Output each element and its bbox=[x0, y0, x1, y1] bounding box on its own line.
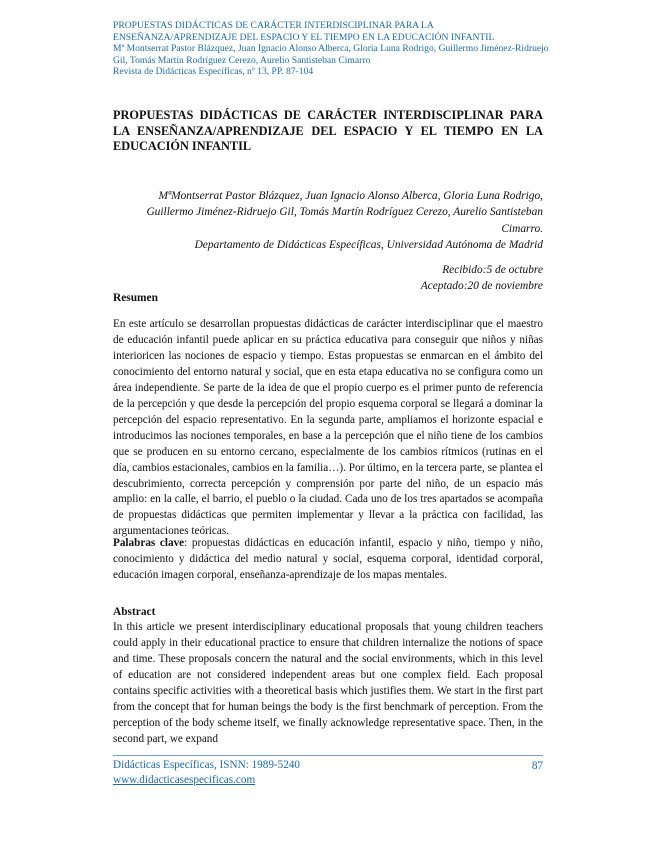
footer-website-link[interactable]: www.didacticasespecificas.com bbox=[113, 773, 256, 786]
author-block bbox=[113, 188, 543, 254]
resumen-heading: Resumen bbox=[113, 292, 158, 304]
resumen-body: En este artículo se desarrollan propuestas didácticas de carácter interdisciplinar que el maestro de educación infantil puede aplicar en su práctica educativa para conseguir que niños y niñas interioricen las nociones de espacio y tiempo. Estas propuestas se enmarcan en el ámbito del conocimiento del entorno natural y social, que en esta etapa educativa no se configura como un área independiente. Se parte de la idea de que el propio cuerpo es el primer punto de referencia de la percepción y que desde la percepción del propio esquema corporal se llegará a dominar la percepción del espacio representativo. En la segunda parte, ampliamos el horizonte espacial e introducimos las nociones temporales, en base a la percepción que el niño tiene de los cambios que se producen en su entorno cercano, especialmente de los cambios rítmicos (rutinas en el día, cambios estacionales, cambios en la familia…). Por último, en la tercera parte, se plantea el descubrimiento, correcta percepción y comprensión por parte del niño, de un espacio más amplio: en la calle, el barrio, el pueblo o la ciudad. Cada uno de los tres apartados se acompaña de propuestas didácticas que permiten implementar y llevar a la práctica con facilidad, las argumentaciones teóricas. bbox=[113, 318, 543, 538]
running-head-title: PROPUESTAS DIDÁCTICAS DE CARÁCTER INTERDISCIPLINAR PARA LA ENSEÑANZA/APRENDIZAJE DEL ESPACIO Y EL TIEMPO EN LA EDUCACIÓN INFANTIL bbox=[113, 20, 495, 43]
page-number: 87 bbox=[531, 760, 543, 772]
received-date: Recibido:5 de octubre bbox=[442, 264, 543, 276]
keywords-label: Palabras clave bbox=[113, 537, 185, 549]
accepted-date: Aceptado:20 de noviembre bbox=[420, 280, 543, 293]
submission-dates bbox=[300, 262, 543, 294]
abstract-body: In this article we present interdisciplinary educational proposals that young children teachers could apply in their educational practice to ensure that children internalize the notions of space and time. These proposals concern the natural and the social environments, which in this level of education are not considered independent areas but one complex field. Each proposal contains specific activities with a theoretical basis which justifies them. We start in the first part from the concept that for human beings the body is the first benchmark of perception. From the perception of the body scheme itself, we finally acknowledge representative space. Then, in the second part, we expand bbox=[113, 621, 543, 745]
author-list: MªMontserrat Pastor Blázquez, Juan Ignacio Alonso Alberca, Gloria Luna Rodrigo, Guillermo Jiménez-Ridruejo Gil, Tomás Martín Rodríguez Cerezo, Aurelio Santisteban Cimarro. bbox=[146, 190, 543, 235]
article-title: PROPUESTAS DIDÁCTICAS DE CARÁCTER INTERDISCIPLINAR PARA LA ENSEÑANZA/APRENDIZAJE DEL ESPACIO Y EL TIEMPO EN LA EDUCACIÓN INFANTIL bbox=[113, 108, 543, 153]
running-head-authors: Mª Montserrat Pastor Blázquez, Juan Ignacio Alonso Alberca, Gloria Luna Rodrigo, Guillermo Jiménez-Ridruejo Gil, Tomás Martín Rodríguez Cerezo, Aurelio Santisteban Cimarro bbox=[113, 43, 549, 66]
keywords-paragraph bbox=[113, 536, 543, 584]
footer-journal-issn: Didácticas Específicas, ISNN: 1989-5240 bbox=[113, 759, 301, 771]
footer-info bbox=[113, 758, 300, 787]
abstract-heading: Abstract bbox=[113, 606, 156, 618]
running-head bbox=[113, 20, 553, 78]
running-head-journal: Revista de Didácticas Específicas, nº 13, PP. 87-104 bbox=[113, 66, 314, 78]
footer-divider bbox=[113, 755, 543, 756]
keywords-text: : propuestas didácticas en educación infantil, espacio y niño, tiempo y niño, conocimiento y didáctica del medio natural y social, esquema corporal, identidad corporal, educación imagen corporal, enseñanza-aprendizaje de los mapas mentales. bbox=[113, 537, 544, 581]
affiliation: Departamento de Didácticas Específicas, Universidad Autónoma de Madrid bbox=[194, 239, 543, 252]
